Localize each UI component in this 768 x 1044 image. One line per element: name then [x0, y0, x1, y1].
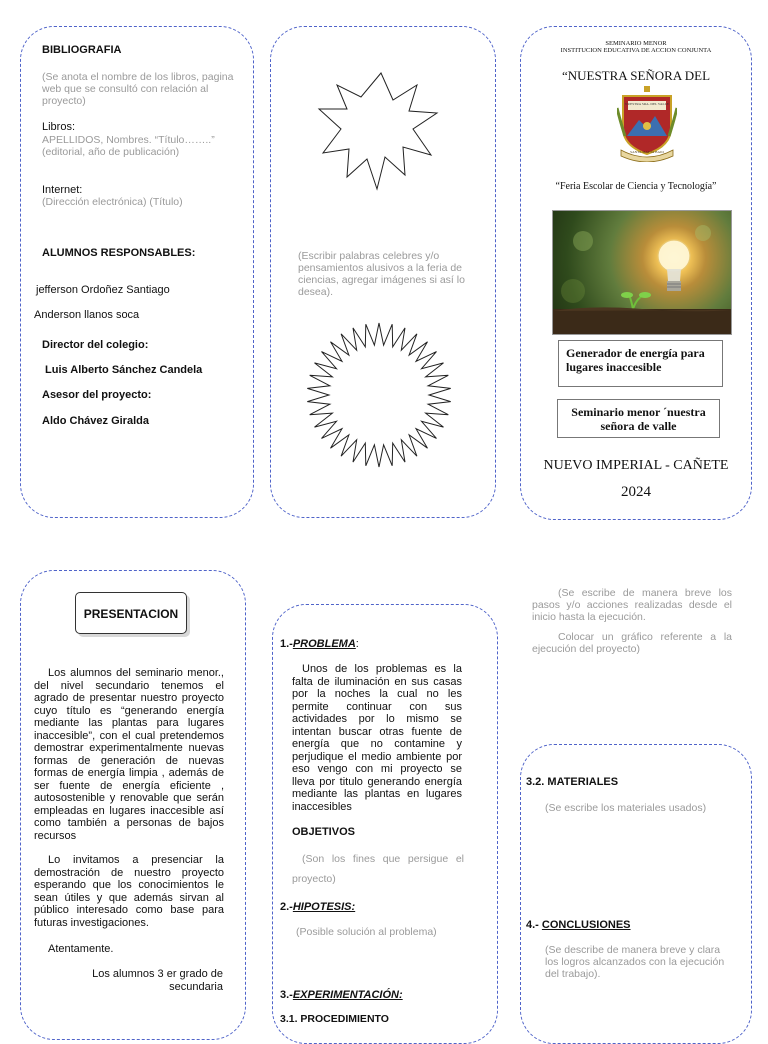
presentacion-sign-2: secundaria — [169, 981, 223, 993]
problema-heading — [280, 638, 359, 650]
starburst-shape-bottom — [304, 318, 454, 472]
hipotesis-heading — [280, 901, 355, 913]
internet-hint: (Dirección electrónica) (Título) — [42, 196, 183, 208]
conclusiones-heading — [526, 919, 631, 931]
project-title: Generador de energía para lugares inaccesible — [566, 346, 705, 374]
director-label: Director del colegio: — [42, 339, 149, 351]
alumnos-title: ALUMNOS RESPONSABLES: — [42, 247, 196, 259]
year: 2024 — [621, 484, 651, 500]
experimentacion-title: EXPERIMENTACIÓN: — [292, 989, 403, 1001]
problema-num: 1.- — [280, 638, 293, 650]
materiales-hint: (Se escribe los materiales usados) — [545, 802, 707, 814]
materiales-title: 3.2. MATERIALES — [526, 776, 619, 788]
hipotesis-hint: (Posible solución al problema) — [296, 926, 437, 938]
alumno-1: jefferson Ordoñez Santiago — [36, 284, 170, 296]
conclusiones-hint: (Se describe de manera breve y clara los logros alcanzados con la ejecución del trabajo). — [545, 944, 725, 980]
asesor-label: Asesor del proyecto: — [42, 389, 152, 401]
presentacion-sign-1: Los alumnos 3 er grado de — [92, 968, 223, 980]
panel-materiales — [520, 744, 752, 1044]
alumno-2: Anderson llanos soca — [34, 309, 140, 321]
libros-label: Libros: — [42, 121, 76, 133]
conclusiones-num: 4.- — [526, 919, 539, 931]
bibliografia-hint: (Se anota el nombre de los libros, pagina web que se consultó con relación al proyecto) — [42, 71, 234, 107]
presentacion-title: PRESENTACION — [83, 607, 179, 621]
conclusiones-title: CONCLUSIONES — [541, 919, 631, 931]
grafico-hint: Colocar un gráfico referente a la ejecución del proyecto) — [532, 631, 732, 655]
hipotesis-num: 2.- — [280, 901, 293, 913]
libros-line1: APELLIDOS, Nombres. “Título……..” — [42, 134, 215, 146]
fair-name: “Feria Escolar de Ciencia y Tecnología” — [555, 181, 717, 192]
cover-header-line1: SEMINARIO MENOR — [605, 40, 667, 47]
problema-title: PROBLEMA — [292, 638, 356, 650]
libros-line2: (editorial, año de publicación) — [42, 146, 180, 158]
director-name: Luis Alberto Sánchez Candela — [45, 364, 203, 376]
asesor-name: Aldo Chávez Giralda — [42, 415, 149, 427]
bibliografia-title: BIBLIOGRAFIA — [42, 44, 122, 56]
objetivos-title: OBJETIVOS — [292, 826, 355, 838]
school-box-text: Seminario menor ´nuestra señora de valle — [571, 405, 706, 433]
place: NUEVO IMPERIAL - CAÑETE — [543, 458, 729, 473]
lightbulb-photo — [552, 210, 732, 335]
crest-top-text: NUESTRA SRA. DEL VALLE — [625, 102, 669, 106]
cover-header-line2: INSTITUCION EDUCATIVA DE ACCION CONJUNTA — [560, 47, 712, 54]
presentacion-para2: Lo invitamos a presenciar la demostración de nuestro proyecto esperando que los conocimientos le sean útiles y que además sirvan al público interesado como base para futuras investigaciones. — [34, 854, 224, 929]
presentacion-para1: Los alumnos del seminario menor., del nivel secundario tenemos el agrado de presentar nuestro proyecto cuyo título es “generando energía mediante las plantas para lugares inaccesible”, con el cual pretendemos demostrar experimentalmente nuevas formas de generación de nuevas formas de energía limpia , además de ser fuente de energía eficiente , autosostenible y renovable que serán empleadas en lugares inaccesible así como también a personas de bajos recursos — [34, 667, 224, 842]
hipotesis-title: HIPOTESIS: — [292, 901, 356, 913]
starburst-shape-top — [313, 65, 443, 195]
quote-hint: (Escribir palabras celebres y/o pensamientos alusivos a la feria de ciencias, agregar imágenes si así lo desea). — [298, 250, 465, 298]
procedimiento-title: 3.1. PROCEDIMIENTO — [280, 1013, 389, 1025]
experimentacion-num: 3.- — [280, 989, 293, 1001]
crest-ribbon-text: SANTA MAYTA BAJO — [630, 150, 664, 154]
internet-label: Internet: — [42, 184, 83, 196]
objetivos-hint: (Son los fines que persigue el proyecto) — [292, 853, 464, 885]
experimentacion-heading — [280, 989, 403, 1001]
problema-text: Unos de los problemas es la falta de iluminación en sus casas por la noches la cual no les permite continuar con sus actividades por lo mismo se intentan buscar otras fuente de energía que no contamine y perjudique el medio ambiente por eso vengo con mi proyecto se lleva por titulo generando energía mediante las plantas en lugares inaccesibles — [292, 663, 462, 813]
problema-colon: : — [355, 638, 359, 650]
pasos-hint: (Se escribe de manera breve los pasos y/o acciones realizadas desde el inicio hasta la ejecución. — [532, 587, 732, 623]
school-name: “NUESTRA SEÑORA DEL — [561, 68, 711, 83]
presentacion-closing: Atentamente. — [48, 943, 114, 955]
